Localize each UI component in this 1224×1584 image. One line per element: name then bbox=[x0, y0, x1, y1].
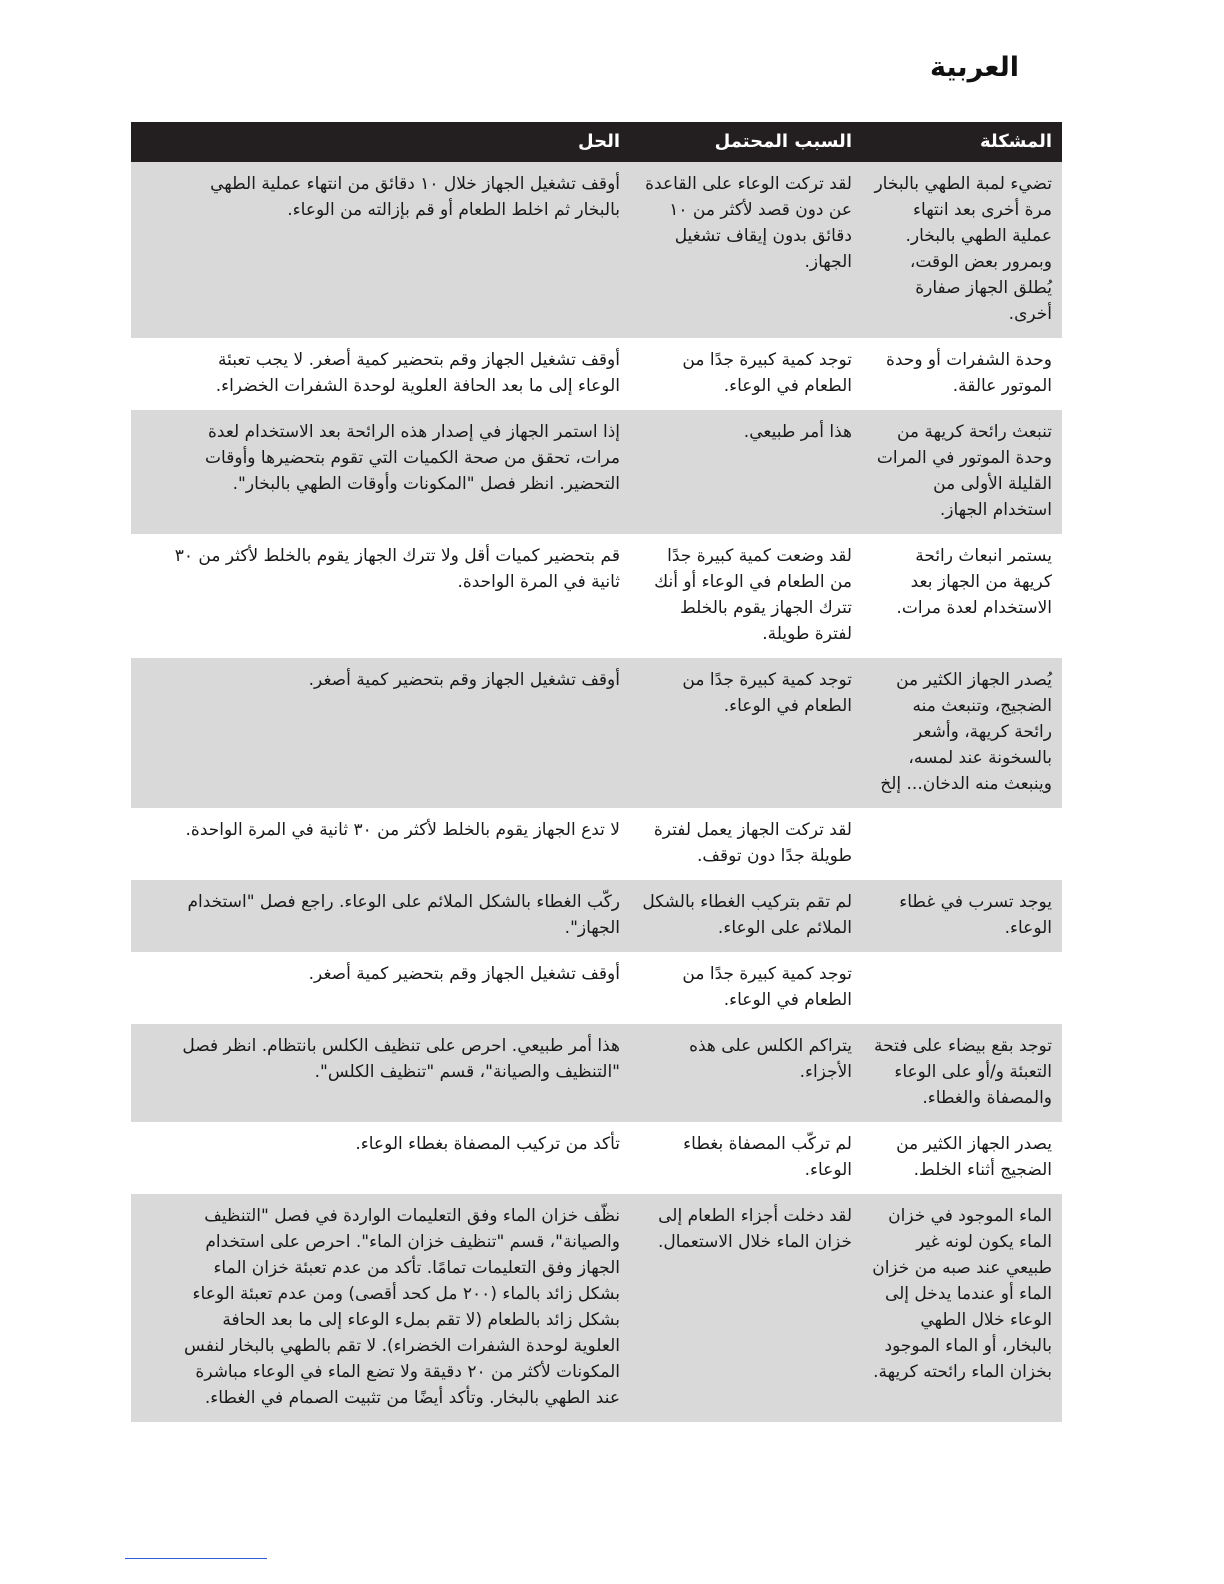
cause-cell: لقد دخلت أجزاء الطعام إلى خزان الماء خلال الاستعمال. bbox=[630, 1194, 862, 1422]
solution-cell: لا تدع الجهاز يقوم بالخلط لأكثر من ٣٠ ثانية في المرة الواحدة. bbox=[131, 808, 630, 880]
cause-cell: توجد كمية كبيرة جدًا من الطعام في الوعاء. bbox=[630, 952, 862, 1024]
table-row bbox=[131, 658, 1062, 808]
cause-cell: هذا أمر طبيعي. bbox=[630, 410, 862, 534]
solution-cell: ركّب الغطاء بالشكل الملائم على الوعاء. راجع فصل "استخدام الجهاز". bbox=[131, 880, 630, 952]
table-row bbox=[131, 1194, 1062, 1422]
table-row bbox=[131, 952, 1062, 1024]
cause-cell: لم تقم بتركيب الغطاء بالشكل الملائم على الوعاء. bbox=[630, 880, 862, 952]
solution-cell: أوقف تشغيل الجهاز وقم بتحضير كمية أصغر. bbox=[131, 658, 630, 808]
problem-cell: يصدر الجهاز الكثير من الضجيج أثناء الخلط. bbox=[862, 1122, 1062, 1194]
page-title: العربية bbox=[930, 52, 1019, 83]
problem-cell bbox=[862, 952, 1062, 1024]
solution-cell: هذا أمر طبيعي. احرص على تنظيف الكلس بانتظام. انظر فصل "التنظيف والصيانة"، قسم "تنظيف الكلس". bbox=[131, 1024, 630, 1122]
solution-cell: إذا استمر الجهاز في إصدار هذه الرائحة بعد الاستخدام لعدة مرات، تحقق من صحة الكميات التي تقوم بتحضيرها وأوقات التحضير. انظر فصل "المكونات وأوقات الطهي بالبخار". bbox=[131, 410, 630, 534]
table-row bbox=[131, 1024, 1062, 1122]
problem-cell: توجد بقع بيضاء على فتحة التعبئة و/أو على الوعاء والمصفاة والغطاء. bbox=[862, 1024, 1062, 1122]
problem-cell: الماء الموجود في خزان الماء يكون لونه غير طبيعي عند صبه من خزان الماء أو عندما يدخل إلى الوعاء خلال الطهي بالبخار، أو الماء الموجود بخزان الماء رائحته كريهة. bbox=[862, 1194, 1062, 1422]
cause-cell: لقد تركت الجهاز يعمل لفترة طويلة جدًا دون توقف. bbox=[630, 808, 862, 880]
problem-cell: تضيء لمبة الطهي بالبخار مرة أخرى بعد انتهاء عملية الطهي بالبخار. وبمرور بعض الوقت، يُطلق الجهاز صفارة أخرى. bbox=[862, 162, 1062, 338]
solution-cell: نظّف خزان الماء وفق التعليمات الواردة في فصل "التنظيف والصيانة"، قسم "تنظيف خزان الماء". احرص على استخدام الجهاز وفق التعليمات تمامًا. تأكد من عدم تعبئة خزان الماء بشكل زائد بالماء (٢٠٠ مل كحد أقصى) ومن عدم تعبئة الوعاء بشكل زائد بالطعام (لا تقم بملء الوعاء إلى ما بعد الحافة العلوية لوحدة الشفرات الخضراء). لا تقم بالطهي بالبخار لنفس المكونات لأكثر من ٢٠ دقيقة ولا تضع الماء في الوعاء مباشرة عند الطهي بالبخار. وتأكد أيضًا من تثبيت الصمام في الغطاء. bbox=[131, 1194, 630, 1422]
problem-cell: يستمر انبعاث رائحة كريهة من الجهاز بعد الاستخدام لعدة مرات. bbox=[862, 534, 1062, 658]
solution-cell: أوقف تشغيل الجهاز وقم بتحضير كمية أصغر. bbox=[131, 952, 630, 1024]
table-header-row bbox=[131, 122, 1062, 162]
table-row bbox=[131, 410, 1062, 534]
header-problem: المشكلة bbox=[862, 122, 1062, 162]
problem-cell: يُصدر الجهاز الكثير من الضجيج، وتنبعث منه رائحة كريهة، وأشعر بالسخونة عند لمسه، وينبعث منه الدخان... إلخ bbox=[862, 658, 1062, 808]
table-row bbox=[131, 162, 1062, 338]
cause-cell: لم تركّب المصفاة بغطاء الوعاء. bbox=[630, 1122, 862, 1194]
table-row bbox=[131, 1122, 1062, 1194]
table-row bbox=[131, 808, 1062, 880]
problem-cell: وحدة الشفرات أو وحدة الموتور عالقة. bbox=[862, 338, 1062, 410]
solution-cell: تأكد من تركيب المصفاة بغطاء الوعاء. bbox=[131, 1122, 630, 1194]
table-row bbox=[131, 880, 1062, 952]
problem-cell bbox=[862, 808, 1062, 880]
solution-cell: أوقف تشغيل الجهاز وقم بتحضير كمية أصغر. لا يجب تعبئة الوعاء إلى ما بعد الحافة العلوية لوحدة الشفرات الخضراء. bbox=[131, 338, 630, 410]
table-row bbox=[131, 534, 1062, 658]
header-solution: الحل bbox=[131, 122, 630, 162]
footer-divider bbox=[125, 1558, 267, 1559]
header-cause: السبب المحتمل bbox=[630, 122, 862, 162]
cause-cell: توجد كمية كبيرة جدًا من الطعام في الوعاء. bbox=[630, 338, 862, 410]
troubleshooting-table bbox=[131, 122, 1062, 1422]
solution-cell: قم بتحضير كميات أقل ولا تترك الجهاز يقوم بالخلط لأكثر من ٣٠ ثانية في المرة الواحدة. bbox=[131, 534, 630, 658]
table-row bbox=[131, 338, 1062, 410]
problem-cell: يوجد تسرب في غطاء الوعاء. bbox=[862, 880, 1062, 952]
solution-cell: أوقف تشغيل الجهاز خلال ١٠ دقائق من انتهاء عملية الطهي بالبخار ثم اخلط الطعام أو قم بإزالته من الوعاء. bbox=[131, 162, 630, 338]
cause-cell: لقد وضعت كمية كبيرة جدًا من الطعام في الوعاء أو أنك تترك الجهاز يقوم بالخلط لفترة طويلة. bbox=[630, 534, 862, 658]
cause-cell: توجد كمية كبيرة جدًا من الطعام في الوعاء. bbox=[630, 658, 862, 808]
cause-cell: يتراكم الكلس على هذه الأجزاء. bbox=[630, 1024, 862, 1122]
cause-cell: لقد تركت الوعاء على القاعدة عن دون قصد لأكثر من ١٠ دقائق بدون إيقاف تشغيل الجهاز. bbox=[630, 162, 862, 338]
problem-cell: تنبعث رائحة كريهة من وحدة الموتور في المرات القليلة الأولى من استخدام الجهاز. bbox=[862, 410, 1062, 534]
